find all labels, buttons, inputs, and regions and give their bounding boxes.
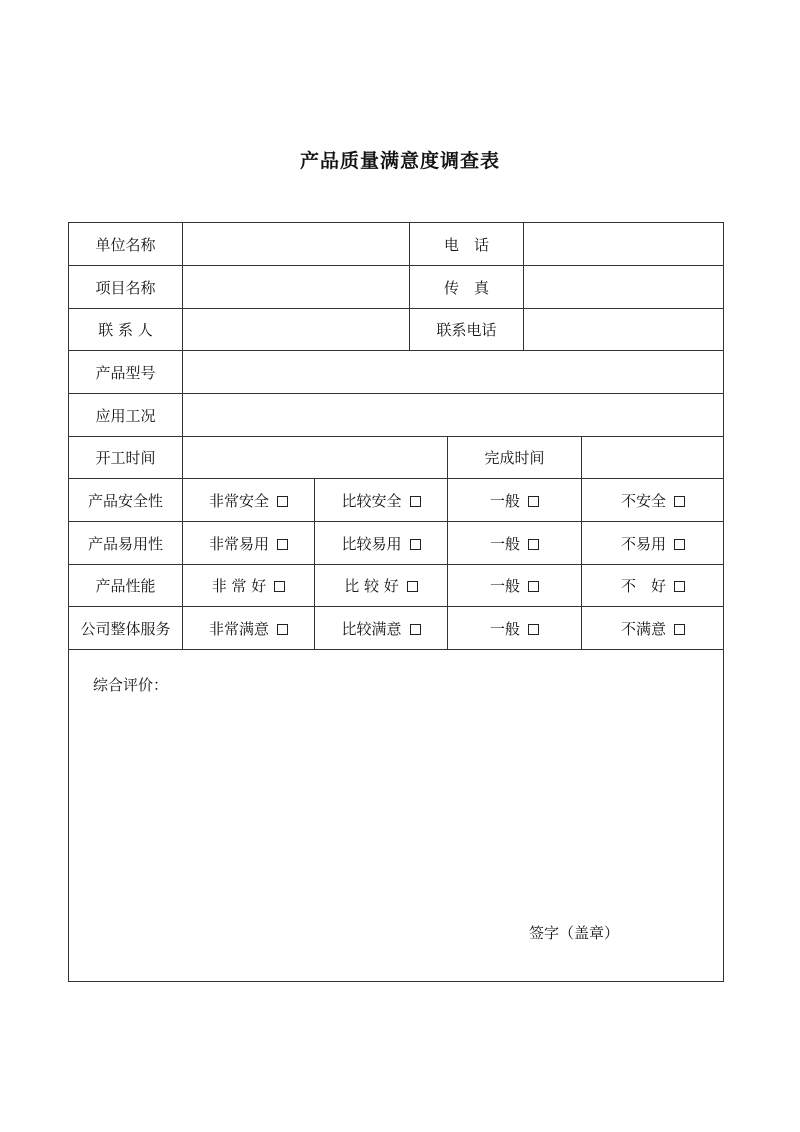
checkbox[interactable] <box>674 581 685 592</box>
option-label: 比较安全 <box>341 491 402 510</box>
checkbox[interactable] <box>410 539 421 550</box>
rating-label-safety: 产品安全性 <box>87 491 163 510</box>
checkbox[interactable] <box>274 581 285 592</box>
checkbox[interactable] <box>410 496 421 507</box>
option-label: 不 好 <box>620 577 666 595</box>
application-label: 应用工况 <box>95 406 156 425</box>
option-label: 比较满意 <box>341 619 402 638</box>
option-label: 一般 <box>489 534 520 553</box>
checkbox[interactable] <box>674 624 685 635</box>
option-label: 比较易用 <box>341 534 402 553</box>
option-label: 不安全 <box>620 491 666 510</box>
checkbox[interactable] <box>407 581 418 592</box>
remarks-area[interactable] <box>69 650 723 981</box>
option-cell[interactable] <box>582 522 724 564</box>
checkbox[interactable] <box>674 539 685 550</box>
option-cell[interactable] <box>582 607 724 649</box>
option-cell[interactable] <box>448 607 581 649</box>
company-name-label: 单位名称 <box>95 235 156 254</box>
option-label: 非常安全 <box>208 491 269 510</box>
product-model-label: 产品型号 <box>95 363 156 382</box>
option-cell[interactable] <box>448 479 581 521</box>
option-cell[interactable] <box>315 565 447 606</box>
phone-label: 电 话 <box>443 235 489 254</box>
phone-field[interactable] <box>524 223 724 265</box>
checkbox[interactable] <box>277 539 288 550</box>
option-cell[interactable] <box>582 565 724 606</box>
finish-time-field[interactable] <box>582 437 724 478</box>
project-name-field[interactable] <box>183 266 409 308</box>
option-cell[interactable] <box>582 479 724 521</box>
page-title: 产品质量满意度调查表 <box>299 150 500 172</box>
checkbox[interactable] <box>277 624 288 635</box>
start-time-field[interactable] <box>183 437 447 478</box>
checkbox[interactable] <box>528 539 539 550</box>
checkbox[interactable] <box>528 581 539 592</box>
option-label: 比 较 好 <box>344 577 399 595</box>
survey-form <box>68 222 724 982</box>
contact-person-label: 联 系 人 <box>98 321 153 339</box>
option-cell[interactable] <box>183 607 314 649</box>
option-cell[interactable] <box>315 607 447 649</box>
option-cell[interactable] <box>183 522 314 564</box>
checkbox[interactable] <box>277 496 288 507</box>
checkbox[interactable] <box>528 624 539 635</box>
company-name-field[interactable] <box>183 223 409 265</box>
rating-label-service: 公司整体服务 <box>80 619 171 638</box>
option-cell[interactable] <box>315 479 447 521</box>
option-label: 非常易用 <box>208 534 269 553</box>
contact-person-field[interactable] <box>183 309 409 350</box>
start-time-label: 开工时间 <box>95 449 156 467</box>
option-cell[interactable] <box>448 522 581 564</box>
checkbox[interactable] <box>528 496 539 507</box>
option-label: 一般 <box>489 577 520 595</box>
option-cell[interactable] <box>183 565 314 606</box>
option-label: 不易用 <box>620 534 666 553</box>
finish-time-label: 完成时间 <box>484 449 545 467</box>
application-field[interactable] <box>183 394 724 436</box>
contact-phone-field[interactable] <box>524 309 724 350</box>
project-name-label: 项目名称 <box>95 278 156 297</box>
checkbox[interactable] <box>410 624 421 635</box>
option-label: 非 常 好 <box>211 577 267 595</box>
option-cell[interactable] <box>315 522 447 564</box>
product-model-field[interactable] <box>183 351 724 393</box>
contact-phone-label: 联系电话 <box>436 321 497 339</box>
signature-label: 签字（盖章） <box>529 924 620 942</box>
rating-label-usability: 产品易用性 <box>87 534 163 553</box>
fax-label: 传 真 <box>443 278 489 297</box>
option-cell[interactable] <box>183 479 314 521</box>
rating-label-performance: 产品性能 <box>95 577 156 595</box>
option-label: 一般 <box>489 491 520 510</box>
checkbox[interactable] <box>674 496 685 507</box>
option-label: 一般 <box>489 619 520 638</box>
option-label: 不满意 <box>620 619 666 638</box>
option-cell[interactable] <box>448 565 581 606</box>
remarks-label: 综合评价： <box>93 676 169 694</box>
fax-field[interactable] <box>524 266 724 308</box>
option-label: 非常满意 <box>208 619 269 638</box>
